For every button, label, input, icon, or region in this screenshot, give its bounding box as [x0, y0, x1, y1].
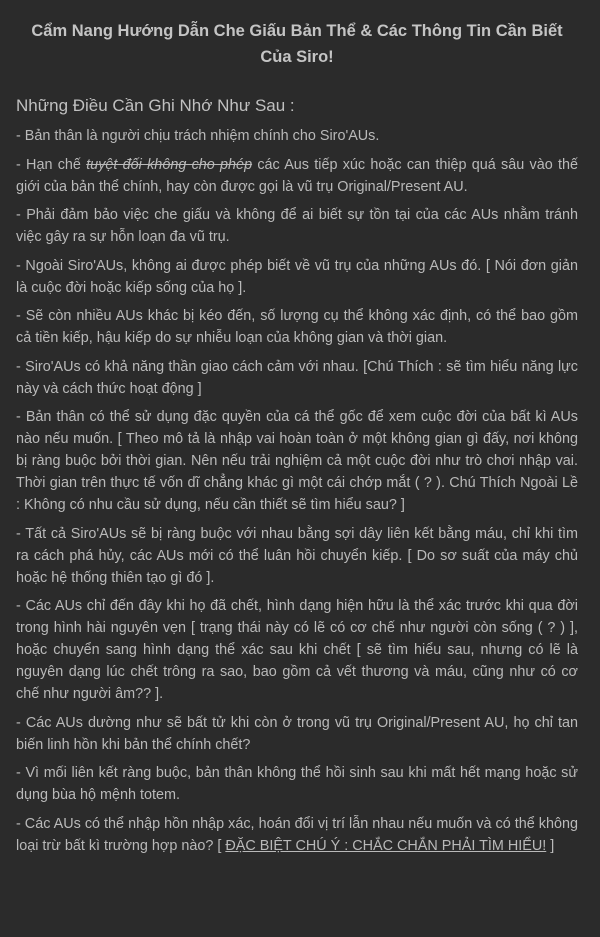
list-item: - Sẽ còn nhiều AUs khác bị kéo đến, số lượng cụ thể không xác định, có thể bao gồm cả tiền kiếp, hậu kiếp do sự nhiễu loạn của không gian và thời gian.: [16, 308, 578, 346]
list-item: - Phải đảm bảo việc che giấu và không để ai biết sự tồn tại của các AUs nhằm tránh việc gây ra sự hỗn loạn đa vũ trụ.: [16, 207, 578, 245]
item-prefix: - Các AUs có thể nhập hồn nhập xác, hoán đổi vị trí lẫn nhau nếu muốn và có thể không loại trừ bất kì trường hợp nào? [: [16, 815, 578, 854]
list-item: - Các AUs dường như sẽ bất tử khi còn ở trong vũ trụ Original/Present AU, họ chỉ tan biến linh hồn khi bản thể chính chết?: [16, 714, 578, 753]
list-item: - Bản thân có thể sử dụng đặc quyền của cá thể gốc để xem cuộc đời của bất kì AUs nào nếu muốn. [ Theo mô tả là nhập vai hoàn toàn ở một không gian gì đấy, nơi không bị ràng buộc bởi thời gian. Nên nếu trải nghiệm cả một cuộc đời như trò chơi nhập vai. Thời gian trên thực tế vốn dĩ chẳng khác gì một cái chớp mắt ( ? ). Chú Thích Ngoài Lề : Không có nhu cầu sử dụng, nếu cần thiết sẽ tìm hiểu sau? ]: [16, 409, 578, 513]
item-prefix: - Hạn chế: [16, 156, 87, 173]
list-item: - Các AUs chỉ đến đây khi họ đã chết, hình dạng hiện hữu là thể xác trước khi qua đời trong hình hài nguyên vẹn [ trạng thái này có lẽ có cơ chế như người còn sống ( ? ) ], hoặc chuyển sang hình dạng thể xác sau khi chết [ sẽ tìm hiểu sau, nhưng có lẽ là nguyên dạng lúc chết trông ra sao, bao gồm cả vết thương và máu, cũng như có cơ chế như người âm?? ].: [16, 598, 578, 702]
list-item: - Tất cả Siro'AUs sẽ bị ràng buộc với nhau bằng sợi dây liên kết bằng máu, chỉ khi tìm ra cách phá hủy, các AUs mới có thể luân hồi chuyển kiếp. [ Do sơ suất của máy chủ hoặc hệ thống thiên tạo gì đó ].: [16, 525, 578, 586]
underlined-note: ĐẶC BIỆT CHÚ Ý : CHẮC CHẮN PHẢI TÌM HIỂU!: [225, 837, 547, 854]
list-item: [16, 813, 578, 857]
list-item: - Siro'AUs có khả năng thần giao cách cảm với nhau. [Chú Thích : sẽ tìm hiểu năng lực này và cách thức hoạt động ]: [16, 358, 578, 397]
struck-text: tuyệt đối không cho phép: [86, 156, 253, 173]
item-suffix: các Aus tiếp xúc hoặc can thiệp quá sâu vào thế giới của bản thể chính, hay còn được gọi là vũ trụ Original/Present AU.: [16, 156, 578, 195]
list-item: - Ngoài Siro'AUs, không ai được phép biết về vũ trụ của những AUs đó. [ Nói đơn giản là cuộc đời hoặc kiếp sống của họ ].: [16, 257, 578, 296]
list-item: - Vì mối liên kết ràng buộc, bản thân không thể hồi sinh sau khi mất hết mạng hoặc sử dụng bùa hộ mệnh totem.: [16, 765, 578, 803]
section-heading: Những Điều Cần Ghi Nhớ Như Sau :: [16, 96, 295, 115]
item-suffix: ]: [546, 837, 555, 854]
list-item: - Bản thân là người chịu trách nhiệm chính cho Siro'AUs.: [16, 128, 380, 144]
page-title: Cẩm Nang Hướng Dẫn Che Giấu Bản Thể & Các Thông Tin Cần Biết Của Siro!: [31, 22, 563, 66]
list-item: [16, 154, 578, 198]
